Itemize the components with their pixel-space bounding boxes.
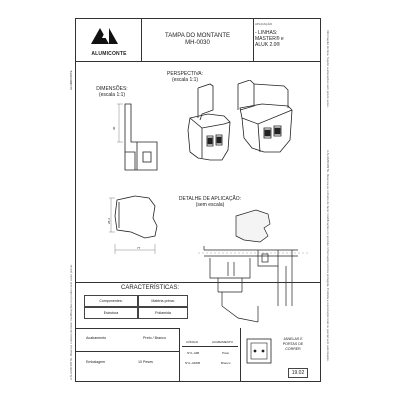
characteristics-title: CARACTERÍSTICAS: [120,285,179,291]
char-row1-component: Estrutura [84,307,138,319]
codes-left-divider [179,328,180,382]
title-line-2: MH-0030 [185,40,210,46]
code-row-2: NYL-44WB [185,361,201,365]
perspective-scale: (escala 1:1) [171,77,199,83]
packaging-label: Embalagem [86,360,106,364]
logo-mark-icon [80,26,138,46]
perspective-drawing [180,80,305,180]
characteristics-divider [75,282,321,283]
char-row1-material: Poliamida [138,307,188,319]
codes-header-rule [182,346,238,347]
brand-logo [80,26,138,56]
finish-label: Acabamento [86,336,107,340]
code-row-1: NYL-44B [187,351,200,355]
header-col-divider-2 [253,18,254,61]
title-line-1: TAMPA DO MONTANTE [164,33,230,39]
usage-label: JANELAS E PORTAS DE CORRER [282,337,304,351]
codes-col1-header: CÓDIGO [186,340,199,344]
finish-value: Preto / Branco [143,336,166,340]
application-label: APLICAÇÃO [255,22,273,26]
revision-box: 19.02 [288,368,308,378]
application-line-2: MASTER® e [255,36,284,42]
dimension-height-2: 28,4 [107,218,111,224]
sliding-window-icon [246,338,272,364]
product-title [142,33,253,46]
dimension-width: 77 [137,246,141,250]
application-block [255,22,319,48]
dimensions-title: DIMENSÕES: [96,86,128,92]
right-side-note: Informação técnica. Sujeito a alterações sem prévio aviso. [326,30,330,108]
code-row-1-finish: Preto [222,351,230,355]
application-line-1: - LINHAS: [255,30,278,36]
detail-title: DETALHE DE APLICAÇÃO: [178,196,242,202]
finish-divider-top [75,328,179,329]
finish-divider-bottom [75,351,179,352]
left-side-note: ALUMICONTE [69,70,73,90]
packaging-value: 10 Peses [138,360,153,364]
char-col2-header: Matéria-prima: [138,295,188,307]
side-view-drawing [95,96,180,191]
application-line-3: ALUK 2.0® [255,42,281,48]
brand-name: ALUMICONTE [91,51,127,57]
header-divider [75,61,321,62]
codes-col2-header: ACABAMENTO [212,340,233,344]
code-row-2-finish: Branco [221,361,231,365]
dimension-height-1: 30 [112,126,116,130]
char-col1-header: Componentes: [84,295,138,307]
left-side-disclaimer: A ALUMICONTE. Reserva o direito de fazer modificações no produto sem aviso prévio. [69,264,73,380]
detail-scale: (sem escala) [195,202,225,208]
right-side-disclaimer: A ALUMICONTE. Reserva-se o direito de fazer modificações no produto. Informação técnica protegida. Proibida a reprodução total ou parcial sem autorização. [326,150,330,362]
top-view-drawing [95,188,180,268]
perspective-title: PERSPECTIVA: [166,71,204,77]
dimensions-scale: (escala 1:1) [98,92,126,98]
detail-drawing [198,206,308,336]
codes-right-divider [240,328,241,382]
